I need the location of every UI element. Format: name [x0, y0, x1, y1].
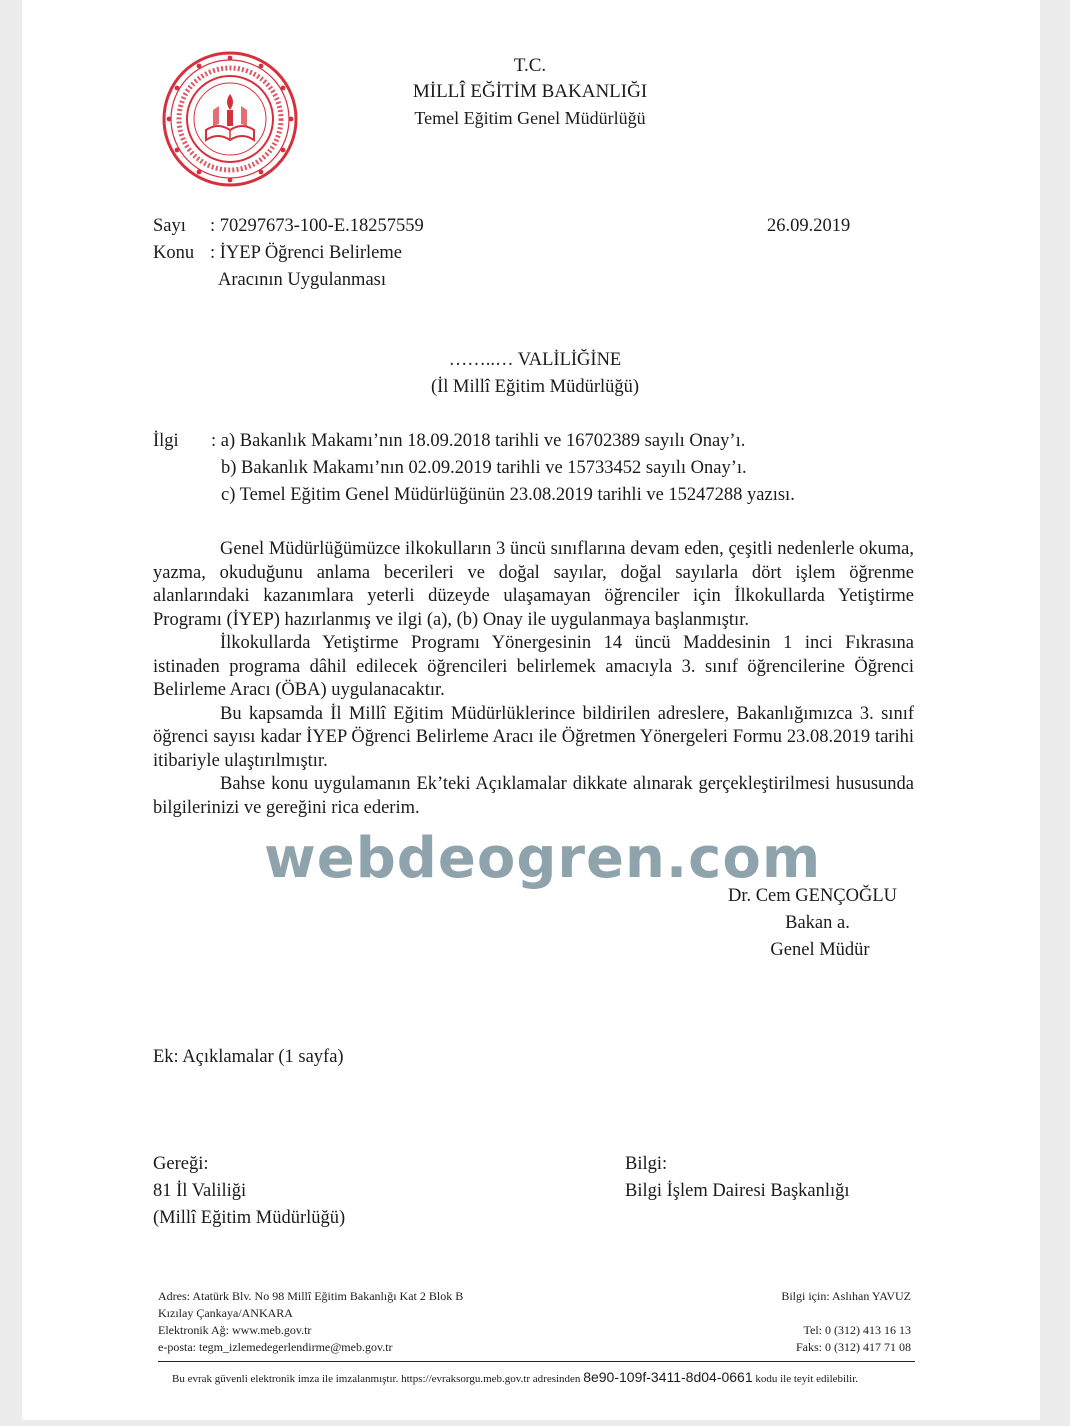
header-directorate: Temel Eğitim Genel Müdürlüğü — [414, 108, 646, 128]
body-paragraph-2: İlkokullarda Yetiştirme Programı Yönergesinin 14 üncü Maddesinin 1 inci Fıkrasına istinaden programa dâhil edilecek öğrencileri belirlemek amacıyla 3. sınıf öğrencilerine Öğrenci Belirleme Aracı (ÖBA) uygulanacaktır. — [153, 633, 914, 700]
ilgi-a: : a) Bakanlık Makamı’nın 18.09.2018 tarihli ve 16702389 sayılı Onay’ı. — [211, 431, 746, 451]
footer-web: Elektronik Ağ: www.meb.gov.tr — [158, 1323, 312, 1337]
verification-code: 8e90-109f-3411-8d04-0661 — [583, 1369, 753, 1385]
konu-value-line2: Aracının Uygulanması — [218, 270, 386, 290]
footer-address-2: Kızılay Çankaya/ANKARA — [158, 1306, 293, 1320]
verification-text-post: kodu ile teyit edilebilir. — [755, 1373, 859, 1385]
document-date: 26.09.2019 — [767, 216, 851, 236]
footer-fax: Faks: 0 (312) 417 71 08 — [796, 1340, 911, 1354]
signature-title1: Bakan a. — [785, 913, 850, 933]
body-paragraph-1: Genel Müdürlüğümüzce ilkokulların 3 üncü sınıflarına devam eden, çeşitli nedenlerle okuma, yazma, okuduğunu anlama becerileri ve doğal sayılar, doğal sayılarla dört işlem öğrenme alanlarındaki kazanımlara yeterli düzeyde ulaşamayan öğrenciler için İlkokullarda Yetiştirme Programı (İYEP) hazırlanmış ve ilgi (a), (b) Onay ile uygulanmaya başlanmıştır. — [153, 539, 914, 630]
header-tc: T.C. — [513, 55, 547, 76]
footer-address-1: Adres: Atatürk Blv. No 98 Millî Eğitim Bakanlığı Kat 2 Blok B — [158, 1289, 464, 1303]
konu-value-line1: : İYEP Öğrenci Belirleme — [210, 243, 402, 263]
ilgi-label: İlgi — [153, 431, 179, 451]
ilgi-b: b) Bakanlık Makamı’nın 02.09.2019 tarihli ve 15733452 sayılı Onay’ı. — [221, 458, 747, 478]
header-ministry: MİLLÎ EĞİTİM BAKANLIĞI — [412, 81, 648, 102]
bilgi-item1: Bilgi İşlem Dairesi Başkanlığı — [625, 1181, 850, 1201]
geregi-label: Gereği: — [153, 1154, 209, 1174]
footer-contact: Bilgi için: Aslıhan YAVUZ — [781, 1289, 911, 1303]
bilgi-label: Bilgi: — [625, 1154, 668, 1174]
meb-seal-logo — [161, 50, 299, 188]
sayi-label: Sayı — [153, 216, 186, 236]
addressee-line1: ……..… VALİLİĞİNE — [448, 350, 622, 370]
body-paragraph-4: Bahse konu uygulamanın Ek’teki Açıklamalar dikkate alınarak gerçekleştirilmesi hususunda bilgilerinizi ve gereğini rica ederim. — [153, 774, 914, 818]
footer-divider — [158, 1361, 915, 1362]
ilgi-c: c) Temel Eğitim Genel Müdürlüğünün 23.08.2019 tarihli ve 15247288 yazısı. — [221, 485, 795, 505]
konu-label: Konu — [153, 243, 195, 263]
signature-title2: Genel Müdür — [770, 940, 870, 960]
verification-line — [172, 1369, 858, 1385]
geregi-item1: 81 İl Valiliği — [153, 1181, 247, 1201]
addressee-line2: (İl Millî Eğitim Müdürlüğü) — [430, 377, 640, 397]
signature-name: Dr. Cem GENÇOĞLU — [727, 886, 898, 906]
verification-text-pre: Bu evrak güvenli elektronik imza ile imzalanmıştır. https://evraksorgu.meb.gov.tr adresinden — [172, 1373, 581, 1385]
footer-email: e-posta: tegm_izlemedegerlendirme@meb.gov.tr — [158, 1340, 393, 1354]
body-text — [153, 538, 914, 820]
footer-tel: Tel: 0 (312) 413 16 13 — [803, 1323, 911, 1337]
geregi-item2: (Millî Eğitim Müdürlüğü) — [153, 1208, 346, 1228]
watermark-text: webdeogren.com — [264, 826, 822, 891]
attachment-line: Ek: Açıklamalar (1 sayfa) — [153, 1047, 344, 1067]
body-paragraph-3: Bu kapsamda İl Millî Eğitim Müdürlüklerince bildirilen adreslere, Bakanlığımızca 3. sınıf öğrenci sayısı kadar İYEP Öğrenci Belirleme Aracı ile Öğretmen Yönergeleri Formu 23.08.2019 tarihi itibariyle ulaştırılmıştır. — [153, 703, 914, 771]
sayi-value: : 70297673-100-E.18257559 — [210, 216, 424, 236]
